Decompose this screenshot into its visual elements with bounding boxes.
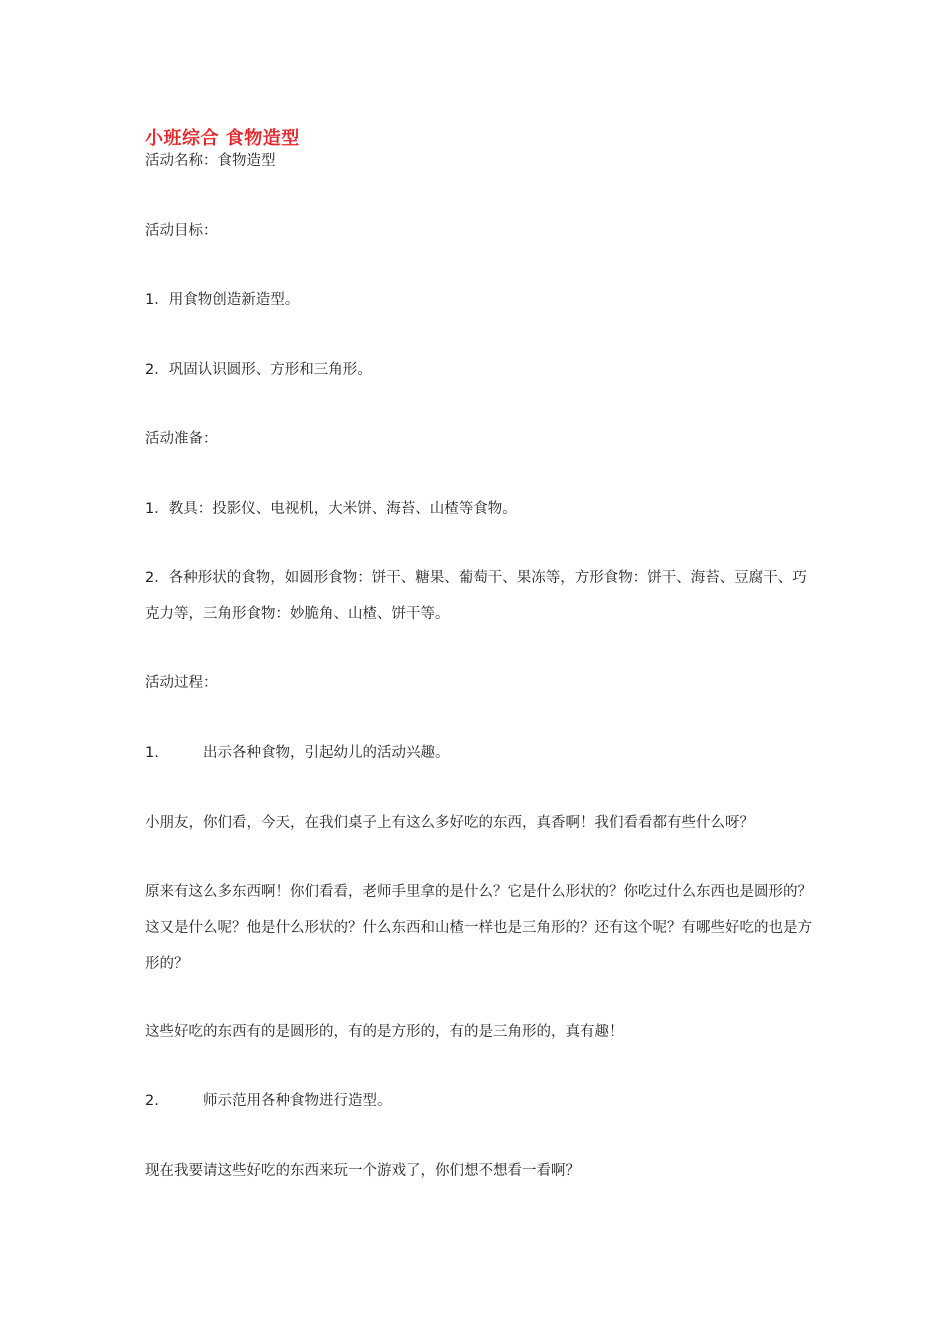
paragraph: 现在我要请这些好吃的东西来玩一个游戏了，你们想不想看一看啊？ xyxy=(145,1163,580,1179)
goal-text: 用食物创造新造型。 xyxy=(168,292,300,308)
prep-heading: 活动准备： xyxy=(145,431,218,447)
prep-item xyxy=(145,560,815,632)
prep-item xyxy=(145,491,517,527)
paragraph: 小朋友，你们看，今天，在我们桌子上有这么多好吃的东西，真香啊！我们看看都有些什么呀？ xyxy=(145,815,754,831)
paragraph: 这些好吃的东西有的是圆形的，有的是方形的，有的是三角形的，真有趣！ xyxy=(145,1024,624,1040)
step-text: 师示范用各种食物进行造型。 xyxy=(203,1093,392,1109)
step-number: 1. xyxy=(145,745,159,761)
paragraph: 原来有这么多东西啊！你们看看，老师手里拿的是什么？它是什么形状的？你吃过什么东西也是圆形的？这又是什么呢？他是什么形状的？什么东西和山楂一样也是三角形的？还有这个呢？有哪些好吃的也是方形的？ xyxy=(145,884,812,972)
goals-heading: 活动目标： xyxy=(145,223,218,239)
prep-number: 2． xyxy=(145,570,169,586)
prep-number: 1． xyxy=(145,501,169,517)
process-step xyxy=(145,1083,392,1119)
goal-text: 巩固认识圆形、方形和三角形。 xyxy=(168,362,372,378)
activity-name: 活动名称：食物造型 xyxy=(145,153,276,169)
goal-item xyxy=(145,282,299,318)
step-number: 2. xyxy=(145,1093,159,1109)
process-heading: 活动过程： xyxy=(145,675,218,691)
prep-text: 各种形状的食物，如圆形食物：饼干、糖果、葡萄干、果冻等，方形食物：饼干、海苔、豆腐干、巧克力等，三角形食物：妙脆角、山楂、饼干等。 xyxy=(145,570,807,622)
process-step xyxy=(145,735,450,771)
goal-number: 1． xyxy=(145,292,169,308)
prep-text: 教具：投影仪、电视机，大米饼、海苔、山楂等食物。 xyxy=(168,501,517,517)
document-title: 小班综合 食物造型 xyxy=(145,128,300,149)
step-text: 出示各种食物，引起幼儿的活动兴趣。 xyxy=(203,745,450,761)
goal-number: 2． xyxy=(145,362,169,378)
goal-item xyxy=(145,352,372,388)
